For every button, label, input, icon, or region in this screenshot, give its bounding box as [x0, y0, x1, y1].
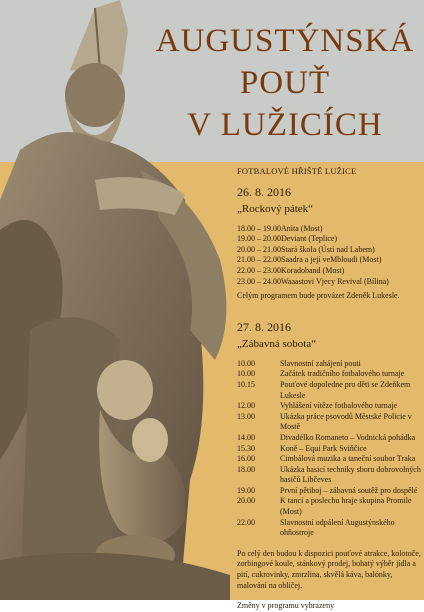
schedule-time: 10.15 [237, 379, 255, 389]
schedule-row [237, 245, 421, 256]
schedule-time: 22.00 [237, 517, 255, 527]
schedule-event: Ukázka hasicí techniky sboru dobrovolných hasičů Libčeves [280, 464, 421, 485]
schedule-time: 22.00 – 23.00 [237, 265, 281, 275]
schedule-event: Anita (Most) [281, 223, 323, 233]
day2-date: 27. 8. 2016 [237, 319, 291, 334]
schedule-row [237, 255, 421, 266]
schedule-row [237, 518, 421, 539]
schedule-event: Začátek tradičního fotbalového turnaje [280, 369, 405, 379]
schedule-event: Ukázka práce psovodů Městské Policie v Mostě [280, 411, 412, 432]
schedule-row [237, 412, 421, 433]
poster-title [150, 20, 420, 146]
schedule-event: Saadra a její veMbloudi (Most) [281, 255, 382, 265]
schedule-row [237, 454, 421, 465]
title-line-1: AUGUSTÝNSKÁ [155, 23, 415, 59]
schedule-event: Koradoband (Most) [281, 265, 345, 275]
schedule-time: 18.00 – 19.00 [237, 223, 281, 233]
schedule-row [237, 444, 421, 455]
schedule-row [237, 266, 421, 277]
schedule-time: 23.00 – 24.00 [237, 276, 281, 286]
schedule-time: 20.00 [237, 496, 255, 506]
schedule-event: Divadélko Romaneto – Vodnická pohádka [280, 432, 416, 442]
program-content [237, 166, 421, 612]
schedule-time: 13.00 [237, 411, 255, 421]
day1-schedule [237, 224, 421, 288]
schedule-event: Slavnostní odpálení Augustýnského ohňostroje [280, 517, 395, 538]
schedule-time: 19.00 – 20.00 [237, 234, 281, 244]
day2-schedule [237, 359, 421, 539]
schedule-event: Vyhlášení vítěze fotbalového turnaje [280, 401, 398, 411]
schedule-time: 12.00 [237, 401, 255, 411]
schedule-row [237, 359, 421, 370]
schedule-event: Deviant (Teplice) [281, 234, 338, 244]
day1-date: 26. 8. 2016 [237, 184, 291, 199]
amenities-note: Po celý den budou k dispozici pouťové atrakce, kolotoče, zorbingové koule, stánkový prodej, bohatý výběr jídla a pití, cukrovinky, zmrzlina, skvělá káva, balónky, malování na obličej. [237, 548, 421, 590]
schedule-time: 18.00 [237, 464, 255, 474]
schedule-time: 16.00 [237, 454, 255, 464]
day1-subtitle: „Rockový pátek“ [237, 202, 314, 215]
schedule-event: Stará škola (Ústí nad Labem) [281, 244, 375, 254]
schedule-event: První pětiboj – zábavná soutěž pro dospělé [280, 485, 418, 495]
schedule-time: 15.30 [237, 443, 255, 453]
schedule-row [237, 465, 421, 486]
schedule-event: Cimbálová muzika a taneční soubor Traka [280, 454, 416, 464]
venue: FOTBALOVÉ HŘIŠTĚ LUŽICE [237, 166, 357, 176]
day1-host-note: Celým programem bude provázet Zdeněk Lukeslе. [237, 291, 400, 301]
schedule-row [237, 234, 421, 245]
day2-subtitle: „Zábavná sobota“ [237, 337, 317, 350]
title-line-2: POUŤ [239, 65, 331, 101]
schedule-row [237, 496, 421, 517]
disclaimer: Změny v programu vyhrazeny [237, 601, 335, 611]
schedule-row [237, 277, 421, 288]
schedule-row [237, 433, 421, 444]
schedule-time: 20.00 – 21.00 [237, 244, 281, 254]
schedule-row [237, 224, 421, 235]
schedule-event: Waaastovi Vjecy Revival (Bílina) [281, 276, 389, 286]
schedule-time: 14.00 [237, 432, 255, 442]
title-line-3: V LUŽICÍCH [187, 107, 383, 143]
schedule-event: Pouťové dopoledne pro děti se Zdeňkem Lukeslе [280, 379, 411, 400]
schedule-event: K tanci a poslechu hraje skupina Promile (Most) [280, 496, 412, 517]
schedule-event: Slavnostní zahájení pouti [280, 358, 361, 368]
schedule-row [237, 369, 421, 380]
schedule-row [237, 380, 421, 401]
schedule-row [237, 486, 421, 497]
schedule-time: 10.00 [237, 358, 255, 368]
schedule-row [237, 401, 421, 412]
schedule-time: 19.00 [237, 485, 255, 495]
schedule-event: Koně – Equi Park Sviňčice [280, 443, 367, 453]
schedule-time: 10.00 [237, 369, 255, 379]
schedule-time: 21.00 – 22.00 [237, 255, 281, 265]
